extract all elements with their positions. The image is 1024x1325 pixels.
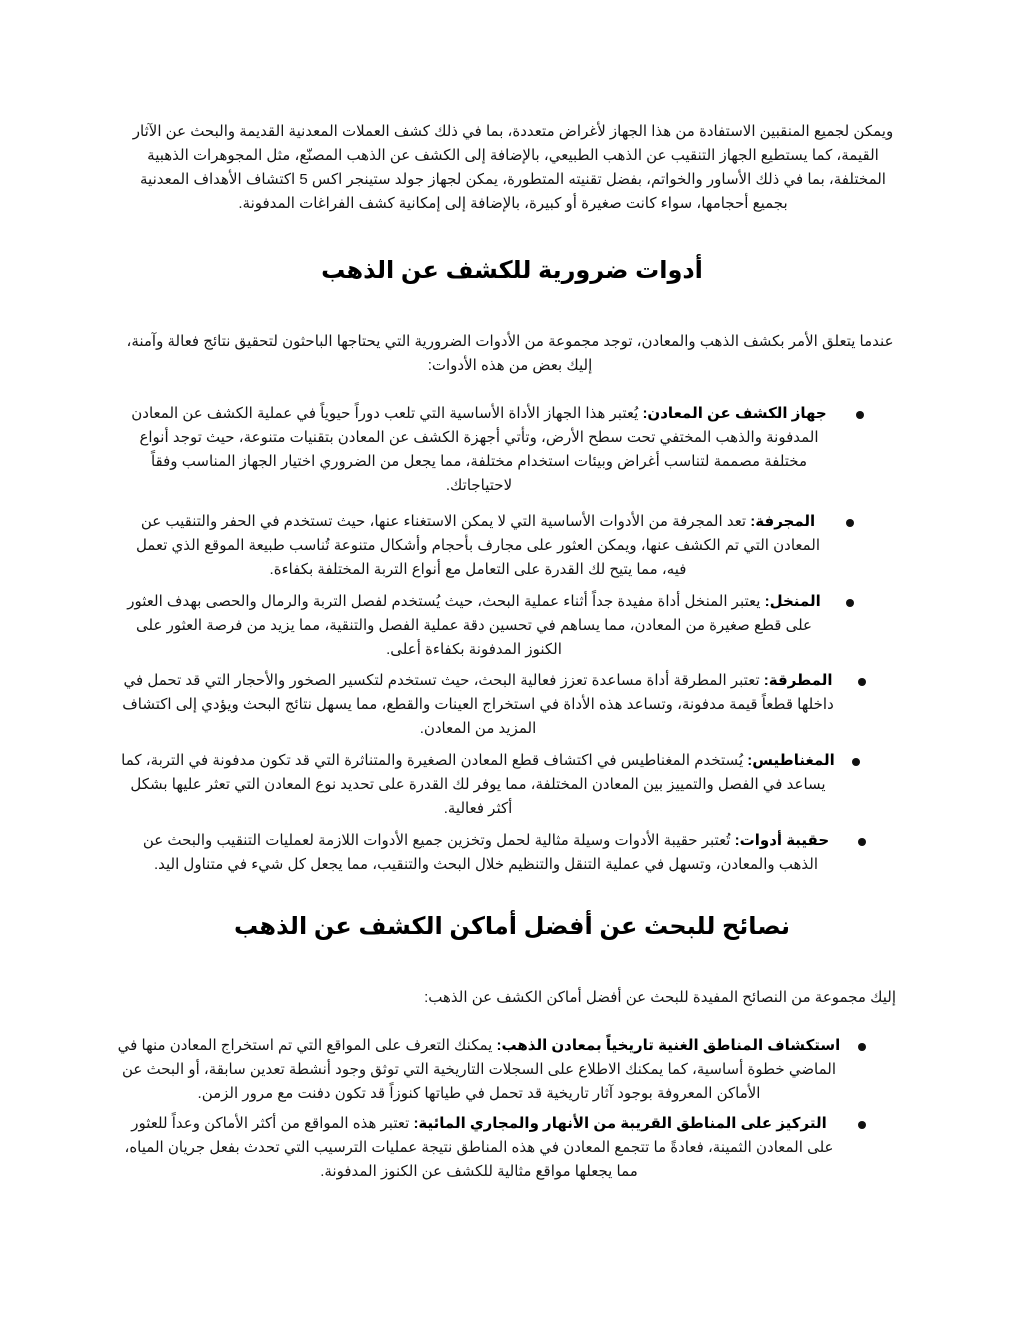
bullet-icon [852, 758, 860, 766]
item-text: تُعتبر حقيبة الأدوات وسيلة مثالية لحمل وتخزين جميع الأدوات اللازمة لعمليات التنقيب والبحث عن الذهب والمعادن، وتسهل في عملية التنقل والتنظيم خلال البحث والتنقيب، مما يجعل كل شيء في متناول اليد. [142, 832, 819, 873]
item-term: المغناطيس: [747, 752, 835, 769]
section-heading-tools: أدوات ضرورية للكشف عن الذهب [321, 257, 703, 284]
list-item-tool-bag [130, 829, 876, 877]
item-text: يمكنك التعرف على المواقع التي تم استخراج المعادن منها في الماضي خطوة أساسية، كما يمكنك الاطلاع على السجلات التاريخية التي توثق وجود أنشطة تعدين سابقة، أو البحث عن الأماكن المعروفة بوجود آثار تاريخية قد تحمل في طياتها كنوزاً قد تكون دفنت مع مرور الزمن. [117, 1037, 837, 1102]
list-item-rivers [116, 1112, 876, 1184]
item-text: تعتبر هذه المواقع من أكثر الأماكن وعداً للعثور على المعادن الثمينة، فعادةً ما تتجمع المعادن في هذه المناطق نتيجة عمليات الترسيب التي تحدث بفعل جريان المياه، مما يجعلها مواقع مثالية للكشف عن الكنوز المدفونة. [124, 1115, 834, 1180]
item-text: يُعتبر هذا الجهاز الأداة الأساسية التي تلعب دوراً حيوياً في عملية الكشف عن المعادن المدفونة والذهب المختفي تحت سطح الأرض، وتأتي أجهزة الكشف عن المعادن بتقنيات متنوعة، حيث توجد أنواع مختلفة مصممة لتناسب أغراض وبيئات استخدام مختلفة، مما يجعل من الضروري اختيار الجهاز المناسب وفقاً لاحتياجاتك. [131, 405, 819, 494]
section-heading-tips: نصائح للبحث عن أفضل أماكن الكشف عن الذهب [234, 913, 790, 940]
bullet-icon [858, 1121, 866, 1129]
list-item-historic-areas [116, 1034, 876, 1106]
tools-lead-paragraph: عندما يتعلق الأمر بكشف الذهب والمعادن، توجد مجموعة من الأدوات الضرورية التي يحتاجها الباحثون لتحقيق نتائج فعالة وآمنة، إليك بعض من هذه الأدوات: [126, 333, 894, 374]
bullet-icon [858, 1043, 866, 1051]
list-item-metal-detector [116, 402, 872, 498]
item-text: تعتبر المطرقة أداة مساعدة تعزز فعالية البحث، حيث تستخدم لتكسير الصخور والأحجار التي قد تحمل في داخلها قطعاً قيمة مدفونة، وتساعد هذه الأداة في استخراج العينات والقطع، مما يسهل نتائج البحث ويؤدي إلى اكتشاف المزيد من المعادن. [122, 672, 834, 737]
item-term: المطرقة: [763, 672, 833, 689]
bullet-icon [856, 411, 864, 419]
list-item-shovel [126, 510, 860, 582]
bullet-icon [846, 599, 854, 607]
intro-paragraph: ويمكن لجميع المنقبين الاستفادة من هذا الجهاز لأغراض متعددة، بما في ذلك كشف العملات المعدنية القديمة والبحث عن الآثار القيمة، كما يستطيع الجهاز التنقيب عن الذهب الطبيعي، بالإضافة إلى الكشف عن الذهب المصنّع، مثل المجوهرات الذهبية المختلفة، بما في ذلك الأساور والخواتم، بفضل تقنيته المتطورة، يمكن لجهاز جولد ستينجر اكس 5 اكتشاف الأهداف المعدنية بجميع أحجامها، سواء كانت صغيرة أو كبيرة، بالإضافة إلى إمكانية كشف الفراغات المدفونة. [132, 123, 894, 212]
bullet-icon [858, 678, 866, 686]
item-term: المجرفة: [750, 513, 816, 530]
item-term: حقيبة أدوات: [734, 832, 830, 849]
item-text: تعد المجرفة من الأدوات الأساسية التي لا يمكن الاستغناء عنها، حيث تستخدم في الحفر والتنقيب عن المعادن التي تم الكشف عنها، ويمكن العثور على مجارف بأحجام وأشكال متنوعة تُناسب طبيعة الموقع الذي تعمل فيه، مما يتيح لك القدرة على التعامل مع أنواع التربة المختلفة بكفاءة. [135, 513, 821, 578]
item-term: المنخل: [764, 593, 821, 610]
item-term: جهاز الكشف عن المعادن: [642, 405, 827, 422]
list-item-magnet [120, 749, 870, 821]
list-item-sieve [118, 590, 864, 662]
list-item-hammer [116, 669, 874, 741]
item-text: يُستخدم المغناطيس في اكتشاف قطع المعادن الصغيرة والمتناثرة التي قد تكون مدفونة في التربة، كما يساعد في الفصل والتمييز بين المعادن المختلفة، مما يوفر لك القدرة على تحديد نوع المعادن التي تعثر عليها بشكل أكثر فعالية. [121, 752, 826, 817]
bullet-icon [846, 519, 854, 527]
item-term: التركيز على المناطق القريبة من الأنهار والمجاري المائية: [413, 1115, 827, 1132]
item-term: استكشاف المناطق الغنية تاريخياً بمعادن الذهب: [496, 1037, 841, 1054]
tips-lead-paragraph: إليك مجموعة من النصائح المفيدة للبحث عن أفضل أماكن الكشف عن الذهب: [424, 989, 896, 1006]
bullet-icon [858, 838, 866, 846]
item-text: يعتبر المنخل أداة مفيدة جداً أثناء عملية البحث، حيث يُستخدم لفصل التربة والرمال والحصى بهدف العثور على قطع صغيرة من المعادن، مما يساهم في تحسين دقة عملية الفصل والتنقية، مما يزيد من فرصة العثور على الكنوز المدفونة بكفاءة أعلى. [127, 593, 813, 658]
